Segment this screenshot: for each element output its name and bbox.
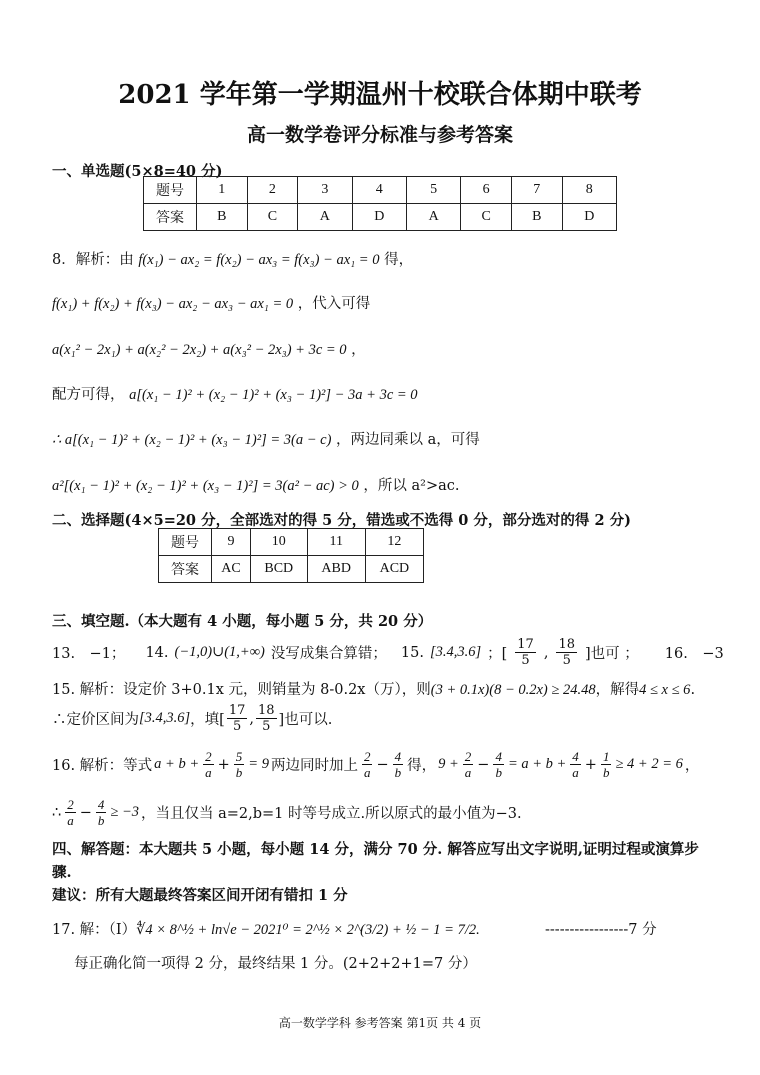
- q8-text: 得，: [384, 252, 414, 268]
- q16-formula: = 9: [248, 756, 269, 772]
- section1-answer-table: [143, 176, 617, 231]
- fraction: $\frac{2}{a}$: [205, 749, 212, 780]
- q8-formula: a(x₁² − 2x₁) + a(x₂² − 2x₂) + a(x₃² − 2x₃) + 3c = 0: [52, 342, 347, 358]
- question-number-cell: 4: [352, 177, 406, 204]
- answer-15-text: ；[: [487, 646, 508, 662]
- section3-heading: 三、填空题.（本大题有 4 小题，每小题 5 分，共 20 分）: [52, 613, 433, 630]
- question-number-cell: 2: [247, 177, 298, 204]
- numerator: 17: [228, 703, 246, 718]
- table-header-cell: 答案: [159, 556, 212, 583]
- q17-line-1: [52, 918, 480, 939]
- answer-15-label: 15.: [400, 644, 424, 661]
- q16-text: 得，: [407, 758, 437, 774]
- table-row: [159, 529, 424, 556]
- q16-formula: a + b +: [154, 756, 200, 772]
- question-number-cell: 8: [562, 177, 616, 204]
- q8-text: ，两边同乘以 a，可得: [336, 432, 480, 448]
- denominator: 5: [262, 719, 271, 734]
- q17-formula: ∜4 × 8^½ + ln√e − 2021⁰ = 2^½ × 2^(3/2) + ½ − 1 = 7/2.: [136, 922, 480, 938]
- answer-14-label: 14.: [145, 644, 169, 661]
- answer-cell: A: [298, 204, 352, 231]
- q16-text: 两边同时加上: [270, 758, 358, 774]
- answer-cell: D: [562, 204, 616, 231]
- question-number-cell: 11: [307, 529, 365, 556]
- q16-formula: ≥ 4 + 2 = 6: [615, 756, 683, 772]
- answer-cell: D: [352, 204, 406, 231]
- q8-formula: a²[(x₁ − 1)² + (x₂ − 1)² + (x₃ − 1)²] = 3(a² − ac) > 0: [52, 478, 359, 494]
- section2-heading: 二、选择题(4×5=20 分，全部选对的得 5 分，错选或不选得 0 分，部分选对的得 2 分): [52, 512, 631, 529]
- numerator: 17: [517, 637, 534, 652]
- numerator: 18: [558, 637, 575, 652]
- answer-15-formula: [3.4,3.6]: [429, 644, 482, 660]
- q15-text: 15. 解析：设定价 3+0.1x 元，则销量为 8-0.2x（万），则: [52, 682, 431, 698]
- q8-formula: ∴ a[(x₁ − 1)² + (x₂ − 1)² + (x₃ − 1)²] = 3(a − c): [52, 432, 332, 448]
- grading-advice: 建议：所有大题最终答案区间开闭有错扣 1 分: [52, 887, 348, 904]
- question-number-cell: 6: [461, 177, 512, 204]
- q16-text: ∴: [52, 804, 62, 821]
- answer-cell: ACD: [365, 556, 423, 583]
- table-header-cell: 题号: [159, 529, 212, 556]
- q16-formula: 9 +: [438, 756, 459, 772]
- q17-note: 每正确化简一项得 2 分，最终结果 1 分。(2+2+2+1=7 分）: [74, 956, 477, 972]
- q15-text: ]也可以.: [278, 712, 333, 728]
- q8-text: ，所以 a²>ac.: [363, 478, 460, 494]
- q16-formula: ≥ −3: [110, 804, 140, 820]
- question-number-cell: 3: [298, 177, 352, 204]
- q8-text: ，: [351, 342, 366, 358]
- denominator: 5: [562, 653, 571, 668]
- question-number-cell: 10: [250, 529, 307, 556]
- table-header-cell: 题号: [144, 177, 197, 204]
- q8-text: 8．解析：由: [52, 252, 134, 268]
- q8-formula: f(x₁) + f(x₂) + f(x₃) − ax₂ − ax₃ − ax₁ = 0: [52, 296, 294, 312]
- q8-text: ，代入可得: [297, 296, 371, 312]
- fraction: [227, 704, 248, 733]
- q16-text: ，: [684, 758, 700, 774]
- q15-line-1: [52, 678, 695, 699]
- answer-cell: C: [461, 204, 512, 231]
- question-number-cell: 7: [511, 177, 562, 204]
- q15-text: ，填[: [190, 712, 225, 728]
- q16-line-1: 16. 解析：等式 a + b + $\frac{2}{a}$ + $\frac{5}{b}$ = 9 两边同时加上 $\frac{2}{a}$ − $\frac{4}{b}$ 得， 9 + $\frac{2}{a}$ − $\frac{4}{b}$ = a + b + $\frac{4}{a}$ + $\frac{1}{b}$ ≥ 4 + 2 = 6 ，: [52, 749, 700, 780]
- fraction: $\frac{5}{b}$: [235, 749, 243, 780]
- table-row: [144, 177, 617, 204]
- answer-14-formula: (−1,0)∪(1,+∞): [174, 644, 265, 660]
- q8-line-3: [52, 338, 366, 359]
- q15-formula: 4 ≤ x ≤ 6: [639, 682, 691, 698]
- fraction: $\frac{2}{a}$: [464, 749, 472, 780]
- q8-line-5: [52, 428, 480, 449]
- q8-line-6: [52, 474, 460, 495]
- section1-heading: 一、单选题(5×8=40 分): [52, 163, 223, 180]
- question-number-cell: 1: [197, 177, 248, 204]
- fraction: $\frac{4}{b}$: [97, 797, 105, 828]
- answer-cell: B: [511, 204, 562, 231]
- fraction: [515, 638, 536, 667]
- fraction: [256, 704, 277, 733]
- q15-text: ∴定价区间为: [52, 712, 139, 728]
- page-title: 2021 学年第一学期温州十校联合体期中联考: [118, 80, 642, 110]
- section2-answer-table: [158, 528, 424, 583]
- q16-line-2: ∴ $\frac{2}{a}$ − $\frac{4}{b}$ ≥ −3 ，当且仅当 a=2,b=1 时等号成立.所以原式的最小值为−3.: [52, 797, 522, 828]
- q15-line-2: ∴定价区间为 [3.4,3.6] ，填[ $\frac{17}{5}$ , $\frac{18}{5}$ ]也可以.: [52, 703, 333, 734]
- fraction: $\frac{1}{b}$: [602, 749, 610, 780]
- q8-line-4: [52, 383, 418, 404]
- fraction: $\frac{4}{a}$: [572, 749, 579, 780]
- answer-16: 16. −3: [664, 646, 724, 662]
- page-footer: 高一数学学科 参考答案 第1页 共 4 页: [278, 1016, 482, 1030]
- section4-heading-cont: 骤.: [52, 864, 72, 881]
- q17-score: -----------------7 分: [545, 922, 657, 938]
- table-header-cell: 答案: [144, 204, 197, 231]
- answer-cell: AC: [212, 556, 251, 583]
- q8-formula: a[(x₁ − 1)² + (x₂ − 1)² + (x₃ − 1)²] − 3a + 3c = 0: [129, 387, 418, 403]
- q15-text: ，解得: [595, 682, 640, 698]
- answer-cell: B: [197, 204, 248, 231]
- fraction: [556, 638, 577, 667]
- q8-text: 配方可得，: [52, 387, 125, 403]
- answer-cell: C: [247, 204, 298, 231]
- q15-formula: (3 + 0.1x)(8 − 0.2x) ≥ 24.48: [430, 682, 596, 698]
- q8-line-1: [52, 248, 413, 269]
- fraction: $\frac{2}{a}$: [363, 749, 371, 780]
- answer-14-note: 没写成集合算错；: [270, 646, 387, 662]
- fraction: $\frac{4}{b}$: [495, 749, 502, 780]
- q8-formula: f(x₁) − ax₂ = f(x₂) − ax₃ = f(x₃) − ax₁ = 0: [138, 252, 380, 268]
- page-subtitle: 高一数学卷评分标准与参考答案: [246, 124, 513, 146]
- answer-cell: A: [406, 204, 460, 231]
- table-row: [159, 556, 424, 583]
- numerator: 18: [258, 703, 275, 718]
- fraction: $\frac{2}{a}$: [67, 797, 74, 828]
- section4-heading: 四、解答题：本大题共 5 小题，每小题 14 分，满分 70 分. 解答应写出文字说明,证明过程或演算步: [52, 841, 699, 858]
- answer-cell: BCD: [250, 556, 307, 583]
- answer-cell: ABD: [307, 556, 365, 583]
- answer-15-text: ]也可 ；: [584, 646, 639, 662]
- answer-13: 13. −1；: [52, 646, 126, 662]
- q16-text: ，当且仅当 a=2,b=1 时等号成立.所以原式的最小值为−3.: [141, 806, 522, 822]
- question-number-cell: 12: [365, 529, 423, 556]
- q16-text: 16. 解析：等式: [52, 758, 153, 774]
- denominator: 5: [232, 719, 242, 734]
- q8-line-2: [52, 292, 370, 313]
- question-number-cell: 5: [406, 177, 460, 204]
- q15-formula: [3.4,3.6]: [139, 710, 191, 726]
- fraction: $\frac{4}{b}$: [394, 749, 402, 780]
- question-number-cell: 9: [212, 529, 251, 556]
- denominator: 5: [521, 653, 530, 668]
- table-row: [144, 204, 617, 231]
- q15-text: .: [690, 682, 696, 698]
- q16-formula: = a + b +: [507, 756, 567, 772]
- q17-text: 17. 解：（Ⅰ）: [52, 922, 137, 938]
- fill-blank-answers: 13. −1； 14. (−1,0)∪(1,+∞) 没写成集合算错； 15. [3.4,3.6] ；[ $\frac{17}{5}$ , $\frac{18}{5}$ ]也可 ； 16. −3: [52, 637, 724, 668]
